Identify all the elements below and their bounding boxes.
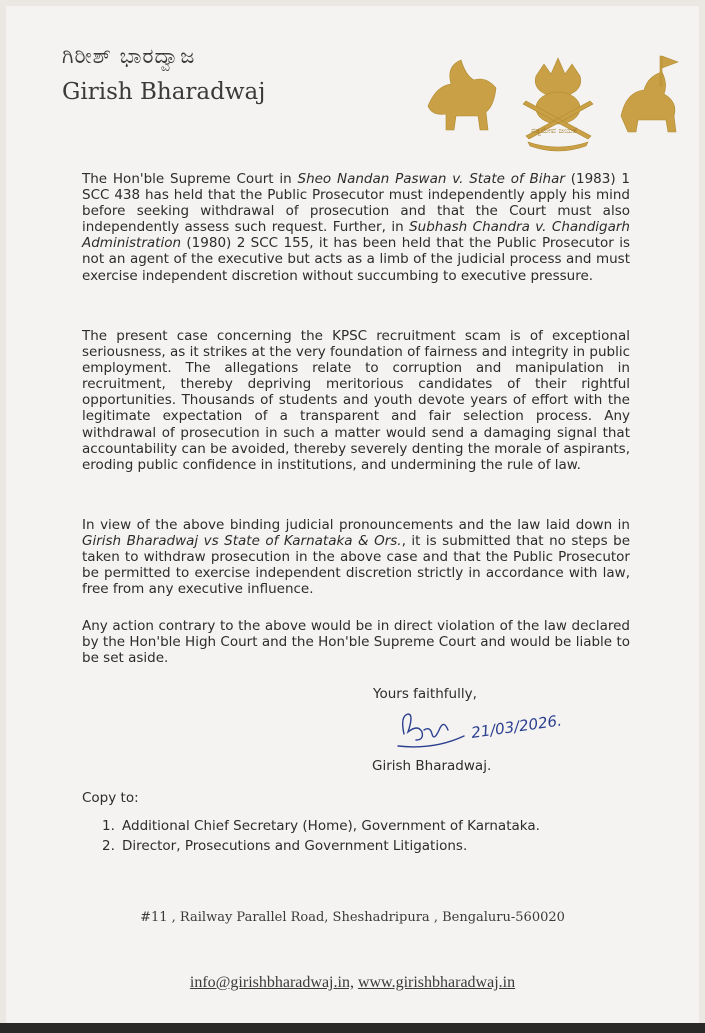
crown bbox=[535, 58, 580, 96]
footer-address: #11 , Railway Parallel Road, Sheshadripura , Bengaluru-560020 bbox=[140, 910, 565, 925]
copy-to-label: Copy to: bbox=[82, 790, 139, 806]
paragraph-warning: Any action contrary to the above would be in direct violation of the law declared by the Hon'ble High Court and the Hon'ble Supreme Court and would be liable to be set aside. bbox=[82, 618, 630, 667]
copy-to-item: 2. Director, Prosecutions and Government Litigations. bbox=[102, 838, 468, 854]
scan-border bbox=[0, 1023, 705, 1033]
text-run: , it is submitted that no steps be taken to withdraw prosecution in the above case and that the Public Prosecutor be permitted to exercise independent discretion strictly in accordance with law, free from any executive influence. bbox=[82, 533, 630, 598]
case-citation: Girish Bharadwaj vs State of Karnataka & Ors. bbox=[82, 533, 402, 550]
handwritten-signature bbox=[394, 706, 574, 754]
paragraph-kpsc-seriousness: The present case concerning the KPSC recruitment scam is of exceptional seriousness, as it strikes at the very foundation of fairness and integrity in public employment. The allegations relate to corruption and manipulation in recruitment, thereby depriving meritorious candidates of their rightful opportunities. Thousands of students and youth devote years of effort with the legitimate expectation of a transparent and fair selection process. Any withdrawal of prosecution in such a matter would send a damaging signal that accountability can be avoided, thereby severely denting the morale of aspirants, eroding public confidence in institutions, and undermining the rule of law. bbox=[82, 328, 630, 473]
case-citation: Subhash Chandra v. Chandigarh Administration bbox=[82, 219, 630, 252]
text-run: (1983) 1 SCC 438 has held that the Public Prosecutor must independently apply his mind before seeking withdrawal of prosecution and that the Court must also independently assess such request. Further, in bbox=[82, 171, 630, 236]
text-run: The Hon'ble Supreme Court in bbox=[82, 171, 298, 187]
letterhead-english-name: Girish Bharadwaj bbox=[62, 79, 266, 105]
copy-to-list bbox=[102, 818, 540, 858]
lion-face bbox=[536, 92, 580, 124]
copy-to-item: 1. Additional Chief Secretary (Home), Government of Karnataka. bbox=[102, 818, 540, 834]
email-link[interactable]: info@girishbharadwaj.in, bbox=[189, 974, 354, 991]
lion-right bbox=[621, 72, 676, 132]
website-link[interactable]: www.girishbharadwaj.in bbox=[357, 974, 516, 991]
letterhead-kannada-name: ಗಿರೀಶ್ ಭಾರದ್ವಾಜ bbox=[62, 44, 196, 68]
signer-name: Girish Bharadwaj. bbox=[372, 758, 492, 774]
paragraph-submission bbox=[82, 517, 630, 597]
text-run: (1980) 2 SCC 155, it has been held that the Public Prosecutor is not an agent of the executive but acts as a limb of the judicial process and must exercise independent discretion without succumbing to executive pressure. bbox=[82, 235, 630, 284]
emblem-motto: ಸತ್ಯಮೇವ ಜಯತೆ bbox=[530, 126, 577, 135]
letter-page bbox=[6, 6, 699, 1023]
text-run: In view of the above binding judicial pronouncements and the law laid down in bbox=[82, 517, 630, 533]
royal-emblem-icon bbox=[416, 46, 686, 156]
footer-contact bbox=[6, 974, 699, 992]
closing-salutation: Yours faithfully, bbox=[373, 686, 477, 702]
winged-lion-left bbox=[428, 60, 496, 130]
case-citation: Sheo Nandan Paswan v. State of Bihar bbox=[297, 171, 565, 187]
ribbon bbox=[528, 142, 588, 151]
paragraph-case-law bbox=[82, 171, 630, 284]
signature-date: 21/03/2026. bbox=[470, 711, 563, 742]
